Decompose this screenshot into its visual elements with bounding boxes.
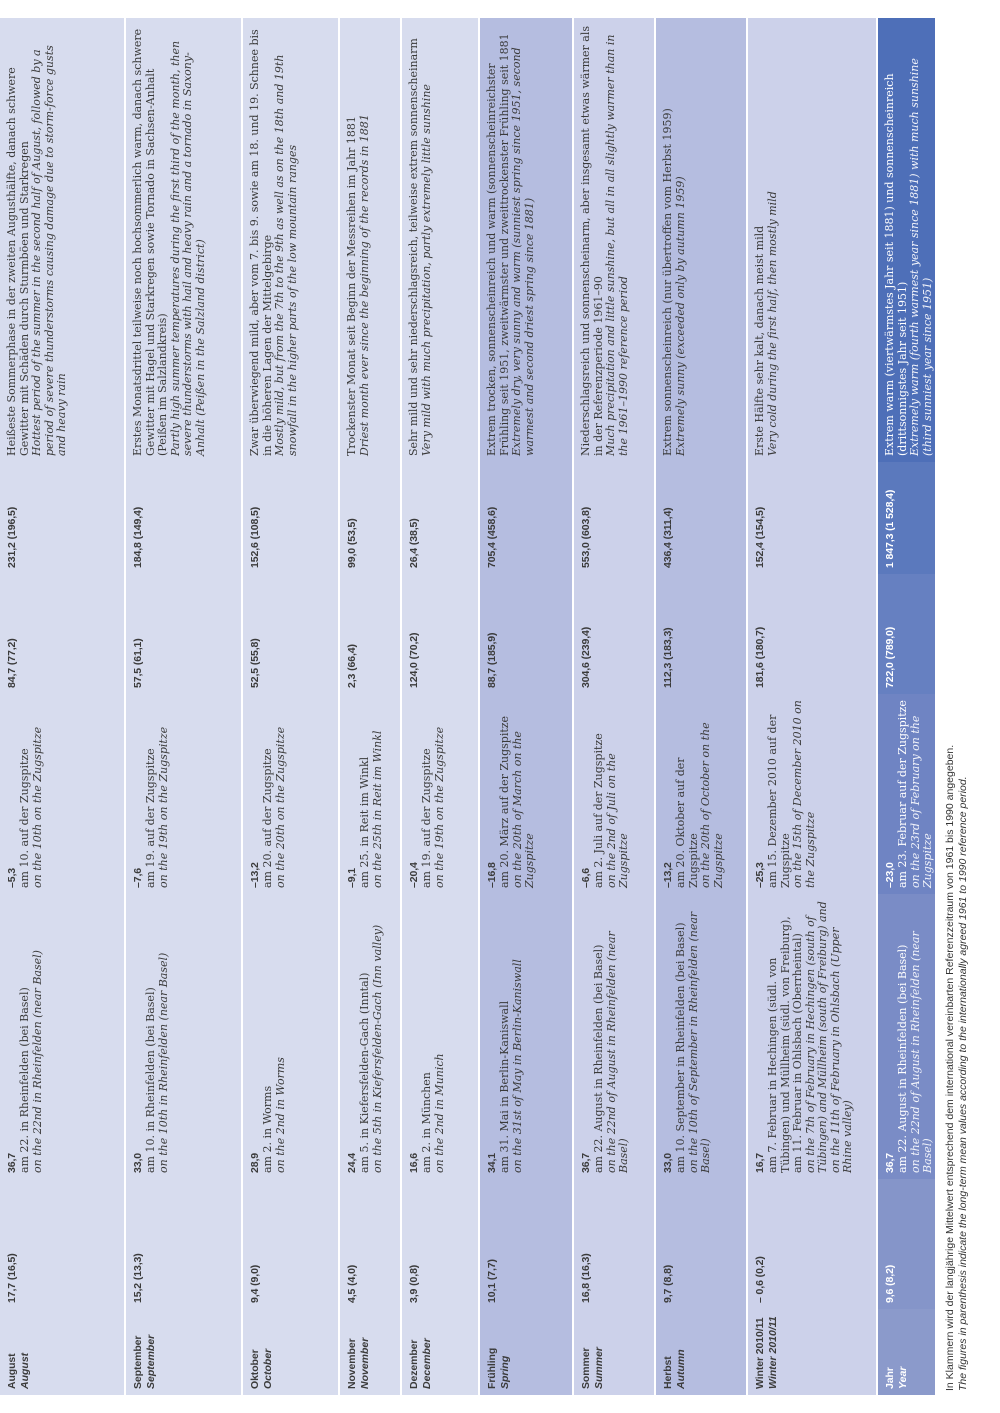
- table-cell: [401, 1309, 479, 1395]
- remarks-en: Very mild with much precipitation, partly extremely little sunshine: [419, 84, 433, 456]
- min-temperature-location: am 20. auf der Zugspitze: [261, 748, 274, 888]
- table-row: [125, 18, 242, 1395]
- table-cell: [877, 894, 935, 1179]
- min-temperature-value: –13,2: [662, 862, 674, 888]
- table-cell: [339, 18, 401, 462]
- footnote: [944, 31, 970, 1391]
- precipitation: 88,7 (185,9): [486, 632, 498, 688]
- max-temperature-location: am 2. in Worms: [261, 1085, 274, 1173]
- max-temperature-location-en: on the 2nd in Munich: [432, 1053, 446, 1173]
- min-temperature-location-en: on the 20th of October on the Zugspitze: [699, 722, 725, 888]
- table-row: [401, 18, 479, 1395]
- min-temperature-location: am 23. Februar auf der Zugspitze: [896, 700, 909, 888]
- period-label-en: August: [19, 1352, 31, 1389]
- remarks: Erste Hälfte sehr kalt, danach meist mild: [753, 225, 766, 456]
- period-label: Winter 2010/11: [754, 1317, 766, 1389]
- remarks-en: Extremely sunny (exceeded only by autumn 1959): [673, 176, 687, 456]
- sunshine-duration: 26,4 (38,5): [408, 518, 420, 568]
- table-cell: [479, 1179, 573, 1309]
- table-row: [479, 18, 573, 1395]
- remarks: Extrem sonnenscheinreich (nur übertroffen vom Herbst 1959): [661, 108, 674, 456]
- table-cell: [401, 694, 479, 894]
- table-row: [747, 18, 877, 1395]
- table-cell: [125, 18, 242, 462]
- mean-temperature: 16,8 (16,3): [580, 1253, 592, 1303]
- table-cell: [877, 18, 935, 462]
- climate-table: [0, 18, 935, 1395]
- mean-temperature: 4,5 (4,0): [346, 1264, 358, 1303]
- sunshine-duration: 1 847,3 (1 528,4): [884, 489, 896, 568]
- table-cell: [573, 574, 655, 694]
- mean-temperature: – 0,6 (0,2): [754, 1256, 766, 1303]
- max-temperature-location: am 22. August in Rheinfelden (bei Basel): [896, 944, 909, 1173]
- table-cell: [747, 1309, 877, 1395]
- table-cell: [479, 1309, 573, 1395]
- min-temperature-value: –20,4: [408, 862, 420, 888]
- max-temperature-location: am 7. Februar in Hechingen (südl. von Tübingen) und Müllheim (südl. von Freiburg), am 11. Februar in Ohlsbach (Oberrheintal): [766, 916, 804, 1173]
- table-cell: [877, 574, 935, 694]
- sunshine-duration: 152,4 (154,5): [754, 506, 766, 568]
- max-temperature-value: 33,0: [662, 1152, 674, 1173]
- table-row: [242, 18, 339, 1395]
- precipitation: 181,6 (180,7): [754, 626, 766, 688]
- table-cell: [655, 18, 747, 462]
- mean-temperature: 17,7 (16,5): [6, 1253, 18, 1303]
- table-cell: [655, 462, 747, 574]
- period-label-en: Winter 2010/11: [767, 1316, 779, 1389]
- remarks: Extrem trocken, sonnenscheinreich und warm (sonnenscheinreichster Frühling seit 1951, zweitwärmster und zweittrockenster Frühling seit 1881: [485, 33, 511, 456]
- min-temperature-location-en: on the 25th in Reit im Winkl: [370, 730, 384, 888]
- table-cell: [573, 1179, 655, 1309]
- min-temperature-location-en: on the 19th on the Zugspitze: [432, 726, 446, 888]
- table-cell: [747, 894, 877, 1179]
- table-row: [573, 18, 655, 1395]
- table-cell: [242, 694, 339, 894]
- min-temperature-location: am 10. auf der Zugspitze: [18, 748, 31, 888]
- min-temperature-location-en: on the 20th on the Zugspitze: [273, 726, 287, 888]
- remarks: Erstes Monatsdrittel teilweise noch hochsommerlich warm, danach schwere Gewitter mit Hagel und Starkregen sowie Tornado in Sachsen-Anhalt (Peißen im Salzlandkreis): [131, 28, 169, 456]
- table-cell: [747, 694, 877, 894]
- table-cell: [242, 1309, 339, 1395]
- max-temperature-location: am 10. in Rheinfelden (bei Basel): [144, 987, 157, 1173]
- table-cell: [0, 1179, 125, 1309]
- max-temperature-location-en: on the 10th of September in Rheinfelden (near Basel): [686, 911, 712, 1173]
- period-label: Dezember: [408, 1339, 420, 1389]
- table-cell: [479, 894, 573, 1179]
- period-label-en: Spring: [499, 1355, 511, 1389]
- table-cell: [573, 462, 655, 574]
- table-cell: [401, 18, 479, 462]
- table-row: [877, 18, 935, 1395]
- mean-temperature: 9,7 (8,8): [662, 1264, 674, 1303]
- min-temperature-value: –13,2: [249, 862, 261, 888]
- remarks: Trockenster Monat seit Beginn der Messreihen im Jahr 1881: [345, 116, 358, 456]
- min-temperature-location-en: on the 23rd of February on the Zugspitze: [908, 715, 934, 888]
- period-label: Oktober: [249, 1349, 261, 1389]
- period-label: November: [346, 1338, 358, 1389]
- min-temperature-location-en: on the 20th of March on the Zugspitze: [510, 731, 536, 888]
- table-cell: [339, 1309, 401, 1395]
- precipitation: 112,3 (183,3): [662, 627, 674, 688]
- max-temperature-value: 36,7: [884, 1152, 896, 1173]
- table-cell: [242, 894, 339, 1179]
- min-temperature-value: –5,3: [6, 867, 18, 888]
- sunshine-duration: 436,4 (311,4): [662, 507, 674, 568]
- table-cell: [125, 1309, 242, 1395]
- max-temperature-value: 36,7: [6, 1152, 18, 1173]
- table-cell: [747, 1179, 877, 1309]
- max-temperature-value: 34,1: [486, 1152, 498, 1173]
- period-label: August: [6, 1353, 18, 1389]
- period-label-en: Summer: [593, 1346, 605, 1389]
- table-cell: [339, 462, 401, 574]
- period-label-en: Autumn: [675, 1349, 687, 1389]
- table-cell: [339, 1179, 401, 1309]
- table-cell: [573, 18, 655, 462]
- period-label-en: December: [421, 1338, 433, 1389]
- table-cell: [655, 1179, 747, 1309]
- table-cell: [339, 894, 401, 1179]
- table-cell: [747, 574, 877, 694]
- period-label: Sommer: [580, 1347, 592, 1389]
- table-cell: [242, 462, 339, 574]
- max-temperature-location: am 22. in Rheinfelden (bei Basel): [18, 987, 31, 1173]
- sunshine-duration: 231,2 (196,5): [6, 506, 18, 568]
- table-cell: [573, 894, 655, 1179]
- precipitation: 84,7 (77,2): [6, 638, 18, 688]
- table-cell: [0, 462, 125, 574]
- table-cell: [242, 1179, 339, 1309]
- min-temperature-value: –7,6: [132, 867, 144, 888]
- table-cell: [339, 574, 401, 694]
- max-temperature-value: 16,6: [408, 1152, 420, 1173]
- min-temperature-location: am 20. März auf der Zugspitze: [498, 715, 511, 888]
- sunshine-duration: 152,6 (108,5): [249, 506, 261, 568]
- table-cell: [125, 1179, 242, 1309]
- table-cell: [125, 462, 242, 574]
- table-row: [655, 18, 747, 1395]
- table-cell: [479, 694, 573, 894]
- max-temperature-location-en: on the 22nd of August in Rheinfelden (near Basel): [604, 931, 630, 1173]
- remarks: Zwar überwiegend mild, aber vom 7. bis 9. sowie am 18. und 19. Schnee bis in die höheren Lagen der Mittelgebirge: [248, 29, 274, 456]
- min-temperature-location: am 25. in Reit im Winkl: [358, 756, 371, 888]
- sunshine-duration: 705,4 (458,6): [486, 506, 498, 568]
- max-temperature-value: 16,7: [754, 1152, 766, 1173]
- remarks: Sehr mild und sehr niederschlagsreich, teilweise extrem sonnenscheinarm: [407, 38, 420, 456]
- table-cell: [655, 1309, 747, 1395]
- min-temperature-location-en: on the 10th on the Zugspitze: [30, 726, 44, 888]
- table-cell: [479, 18, 573, 462]
- max-temperature-location-en: on the 7th of February in Hechingen (south of Tübingen) and Müllheim (south of Freiburg) and on the 11th of February in Ohlsbach (Upper Rhine valley): [803, 901, 854, 1173]
- table-cell: [0, 574, 125, 694]
- min-temperature-location: am 2. Juli auf der Zugspitze: [592, 733, 605, 888]
- max-temperature-location-en: on the 31st of May in Berlin-Kaniswall: [510, 959, 524, 1173]
- period-label-en: September: [145, 1334, 157, 1389]
- mean-temperature: 9,4 (9,0): [249, 1264, 261, 1303]
- table-cell: [0, 18, 125, 462]
- period-label-en: November: [359, 1337, 371, 1389]
- table-cell: [401, 1179, 479, 1309]
- max-temperature-location: am 2. in München: [420, 1072, 433, 1173]
- table-cell: [242, 574, 339, 694]
- period-label-en: Year: [897, 1366, 909, 1389]
- precipitation: 722,0 (789,0): [884, 626, 896, 688]
- period-label-en: October: [262, 1348, 274, 1389]
- min-temperature-value: –16,8: [486, 862, 498, 888]
- table-cell: [0, 694, 125, 894]
- table-cell: [125, 894, 242, 1179]
- table-row: [339, 18, 401, 1395]
- max-temperature-location: am 22. August in Rheinfelden (bei Basel): [592, 944, 605, 1173]
- mean-temperature: 10,1 (7,7): [486, 1259, 498, 1303]
- precipitation: 52,5 (55,8): [249, 638, 261, 688]
- period-label: Frühling: [486, 1347, 498, 1389]
- table-cell: [573, 694, 655, 894]
- period-label: Jahr: [884, 1367, 896, 1389]
- remarks-en: Hottest period of the summer in the second half of August, followed by a period of severe thunderstorms causing damage due to storm-force gusts and heavy rain: [30, 45, 68, 456]
- max-temperature-location: am 10. September in Rheinfelden (bei Basel): [674, 922, 687, 1173]
- table-cell: [401, 462, 479, 574]
- remarks-en: Driest month ever since the beginning of the records in 1881: [357, 114, 371, 456]
- table-cell: [479, 462, 573, 574]
- remarks: Heißeste Sommerphase in der zweiten Augusthälfte, danach schwere Gewitter mit Schäden durch Sturmböen und Starkregen: [5, 67, 31, 456]
- max-temperature-value: 33,0: [132, 1152, 144, 1173]
- table-cell: [339, 694, 401, 894]
- min-temperature-value: –25,3: [754, 862, 766, 888]
- period-label: September: [132, 1335, 144, 1389]
- remarks-en: Extremely dry, very sunny and warm (sunniest spring since 1951, second warmest and second driest spring since 1881): [510, 47, 536, 456]
- table-cell: [655, 574, 747, 694]
- table-cell: [747, 462, 877, 574]
- footnote-english: The figures in parenthesis indicate the long-term mean values according to the internationally agreed 1961 to 1990 reference period.: [957, 776, 969, 1391]
- table-cell: [479, 574, 573, 694]
- mean-temperature: 9,6 (8,2): [884, 1264, 896, 1303]
- min-temperature-location: am 20. Oktober auf der Zugspitze: [674, 757, 700, 888]
- table-cell: [0, 894, 125, 1179]
- table-cell: [401, 574, 479, 694]
- remarks-en: Much precipitation and little sunshine, but all in all slightly warmer than in the 1961–1990 reference period: [604, 34, 630, 456]
- min-temperature-value: –23,0: [884, 862, 896, 888]
- max-temperature-location-en: on the 22nd of August in Rheinfelden (near Basel): [908, 931, 934, 1173]
- mean-temperature: 3,9 (0,8): [408, 1264, 420, 1303]
- max-temperature-location-en: on the 10th in Rheinfelden (near Basel): [156, 952, 170, 1173]
- table-cell: [0, 1309, 125, 1395]
- table-cell: [125, 694, 242, 894]
- min-temperature-location-en: on the 19th on the Zugspitze: [156, 726, 170, 888]
- remarks: Niederschlagsreich und sonnenscheinarm, aber insgesamt etwas wärmer als in der Referenzperiode 1961–90: [579, 25, 605, 456]
- remarks-en: Extremely warm (fourth warmest year since 1881) with much sunshine (third sunniest year since 1951): [908, 58, 934, 456]
- table-cell: [242, 18, 339, 462]
- remarks-en: Mostly mild, but from the 7th to the 9th as well as on the 18th and 19th snowfall in the higher parts of the low mountain ranges: [273, 54, 299, 456]
- precipitation: 304,6 (239,4): [580, 626, 592, 688]
- table-cell: [877, 694, 935, 894]
- table-cell: [655, 894, 747, 1179]
- table-cell: [877, 1179, 935, 1309]
- precipitation: 124,0 (70,2): [408, 632, 420, 688]
- min-temperature-location: am 19. auf der Zugspitze: [144, 748, 157, 888]
- max-temperature-location-en: on the 2nd in Worms: [273, 1057, 287, 1173]
- max-temperature-value: 36,7: [580, 1152, 592, 1173]
- max-temperature-location: am 31. Mai in Berlin-Kaniswall: [498, 1000, 511, 1173]
- min-temperature-location: am 19. auf der Zugspitze: [420, 748, 433, 888]
- table-cell: [125, 574, 242, 694]
- max-temperature-location-en: on the 22nd in Rheinfelden (near Basel): [30, 950, 44, 1173]
- sunshine-duration: 184,8 (149,4): [132, 506, 144, 568]
- table-cell: [655, 694, 747, 894]
- table-cell: [747, 18, 877, 462]
- precipitation: 2,3 (66,4): [346, 644, 358, 688]
- mean-temperature: 15,2 (13,3): [132, 1253, 144, 1303]
- max-temperature-location: am 5. in Kiefersfelden-Gach (Inntal): [358, 972, 371, 1173]
- remarks: Extrem warm (viertwärmstes Jahr seit 1881) und sonnenscheinreich (drittsonnigstes Jahr seit 1951): [883, 73, 909, 456]
- table-cell: [401, 894, 479, 1179]
- min-temperature-location: am 15. Dezember 2010 auf der Zugspitze: [766, 714, 792, 888]
- sunshine-duration: 553,0 (603,8): [580, 506, 592, 568]
- min-temperature-location-en: on the 15th of December 2010 on the Zugspitze: [791, 700, 817, 888]
- remarks-en: Very cold during the first half, then mostly mild: [765, 191, 779, 456]
- table-cell: [877, 1309, 935, 1395]
- max-temperature-location-en: on the 5th in Kiefersfelden-Gach (Inn valley): [370, 924, 384, 1173]
- min-temperature-value: –9,1: [346, 867, 358, 888]
- table-cell: [573, 1309, 655, 1395]
- min-temperature-value: –6,6: [580, 867, 592, 888]
- table-cell: [877, 462, 935, 574]
- footnote-german: In Klammern wird der langjährige Mittelwert entsprechend dem international vereinbarten Referenzzeitraum von 1961 bis 1990 angegeben.: [944, 744, 956, 1391]
- precipitation: 57,5 (61,1): [132, 638, 144, 688]
- max-temperature-value: 24,4: [346, 1152, 358, 1173]
- sunshine-duration: 99,0 (53,5): [346, 518, 358, 568]
- min-temperature-location-en: on the 2nd of Juli on the Zugspitze: [604, 753, 630, 888]
- period-label: Herbst: [662, 1356, 674, 1389]
- remarks-en: Partly high summer temperatures during the first third of the month, then severe thunderstorms with hail and heavy rain and a tornado in Saxony-Anhalt (Peißen in the Salzland district): [168, 40, 207, 456]
- max-temperature-value: 28,9: [249, 1152, 261, 1173]
- table-row: [0, 18, 125, 1395]
